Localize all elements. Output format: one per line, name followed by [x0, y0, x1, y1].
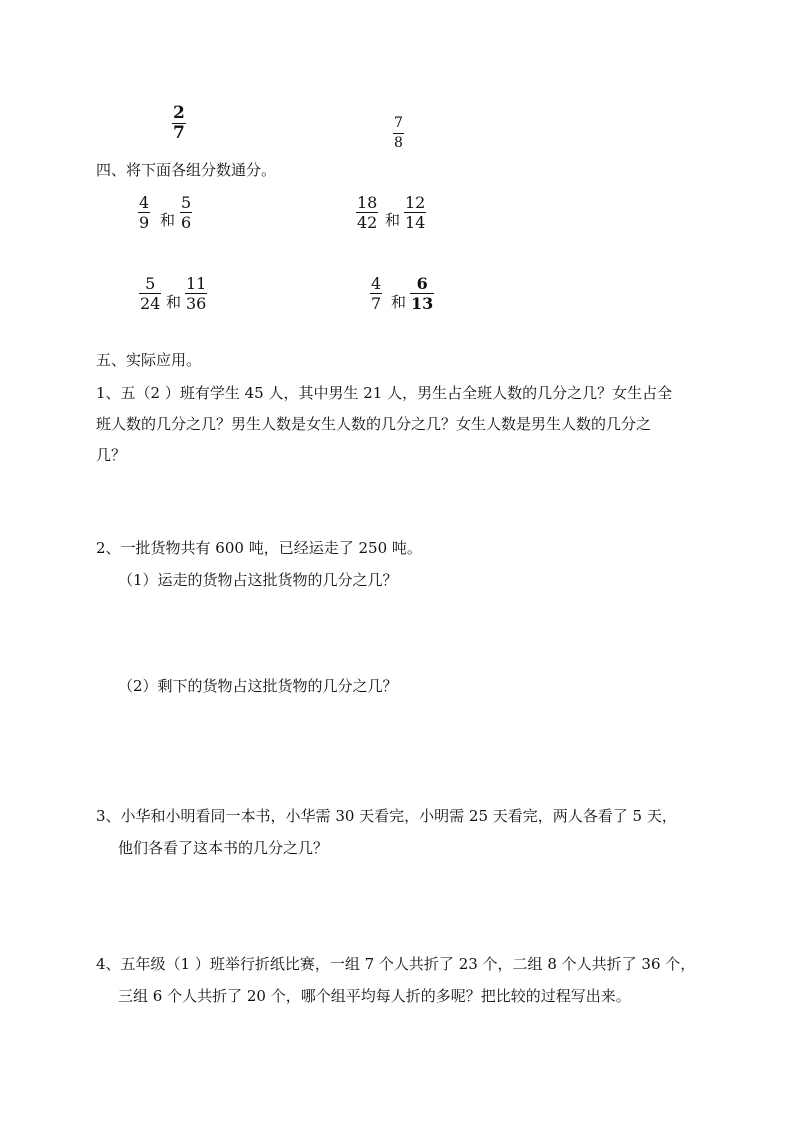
question1-line: 几？	[96, 446, 127, 464]
section4-heading: 四、将下面各组分数通分。	[96, 161, 277, 179]
fraction-7-8	[393, 114, 404, 153]
question2-text: 2、一批货物共有 600 吨，已经运走了 250 吨。	[96, 539, 422, 557]
question2-sub1: （1）运走的货物占这批货物的几分之几？	[118, 571, 398, 589]
fraction-denominator: 36	[186, 294, 207, 313]
fraction-2-7	[172, 104, 186, 143]
pair2-connector: 和	[385, 211, 401, 229]
fraction-numerator: 4	[371, 274, 382, 293]
question4-line: 4、五年级（1 ）班举行折纸比赛，一组 7 个人共折了 23 个，二组 8 个人共折了 36 个，	[96, 955, 696, 973]
fraction-numerator: 4	[139, 193, 150, 212]
fraction-denominator: 9	[139, 213, 150, 232]
fraction-denominator: 8	[394, 135, 403, 151]
pair3-fraction-a	[139, 274, 161, 313]
pair1-connector: 和	[160, 211, 176, 229]
pair1-fraction-b	[180, 193, 192, 232]
question1-line: 班人数的几分之几？男生人数是女生人数的几分之几？女生人数是男生人数的几分之	[96, 415, 652, 433]
fraction-numerator: 18	[357, 193, 378, 212]
question4-line: 三组 6 个人共折了 20 个，哪个组平均每人折的多呢？把比较的过程写出来。	[118, 987, 631, 1005]
pair1-fraction-a	[138, 193, 150, 232]
fraction-numerator: 6	[416, 274, 428, 293]
pair4-fraction-b	[410, 274, 434, 313]
fraction-denominator: 7	[371, 294, 382, 313]
question3-line: 他们各看了这本书的几分之几？	[118, 839, 329, 857]
fraction-numerator: 7	[394, 115, 403, 131]
fraction-denominator: 7	[173, 123, 185, 143]
fraction-denominator: 42	[357, 213, 378, 232]
fraction-denominator: 13	[411, 294, 434, 313]
fraction-denominator: 24	[140, 294, 161, 313]
fraction-denominator: 14	[405, 213, 426, 232]
section5-heading: 五、实际应用。	[96, 351, 202, 369]
pair2-fraction-a	[356, 193, 378, 232]
fraction-denominator: 6	[181, 213, 192, 232]
pair4-connector: 和	[391, 293, 407, 311]
fraction-numerator: 5	[145, 274, 156, 293]
fraction-numerator: 5	[181, 193, 192, 212]
pair2-fraction-b	[404, 193, 426, 232]
fraction-numerator: 2	[173, 103, 185, 123]
pair3-connector: 和	[166, 293, 182, 311]
pair3-fraction-b	[185, 274, 207, 313]
question2-sub2: （2）剩下的货物占这批货物的几分之几？	[118, 677, 398, 695]
question3-line: 3、小华和小明看同一本书，小华需 30 天看完，小明需 25 天看完，两人各看了 5 天，	[96, 807, 677, 825]
fraction-numerator: 12	[405, 193, 426, 212]
question1-line: 1、五（2 ）班有学生 45 人，其中男生 21 人，男生占全班人数的几分之几？女生占全	[96, 384, 673, 402]
fraction-numerator: 11	[186, 274, 207, 293]
pair4-fraction-a	[370, 274, 382, 313]
